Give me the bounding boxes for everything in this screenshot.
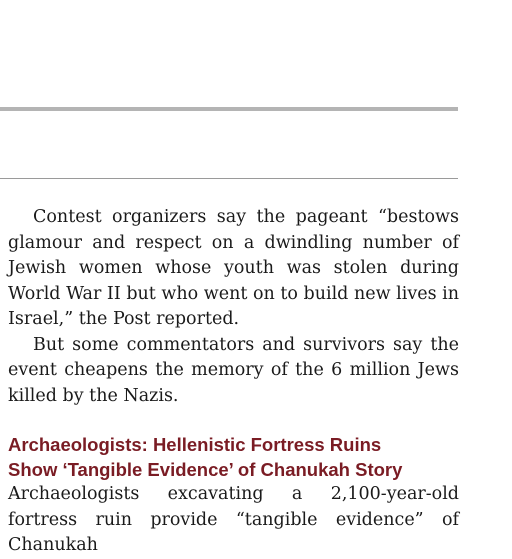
article-paragraph: But some commentators and survivors say the event cheapens the memory of the 6 million Jews killed by the Nazis.: [8, 334, 459, 406]
section-divider-thick: [0, 107, 458, 111]
article-body: [8, 205, 459, 559]
story-headline-line: Show ‘Tangible Evidence’ of Chanukah Story: [8, 459, 403, 480]
article-paragraph: Contest organizers say the pageant “bestows glamour and respect on a dwindling number of Jewish women whose youth was stolen during World War II but who went on to build new lives in Israel,” the Post reported.: [8, 207, 459, 329]
story-lead-paragraph: Archaeologists excavating a 2,100-year-old fortress ruin provide “tangible evidence” of Chanukah: [8, 484, 459, 555]
section-divider-thin: [0, 178, 458, 179]
story-headline-line: Archaeologists: Hellenistic Fortress Ruins: [8, 434, 382, 455]
story-headline: [8, 432, 459, 482]
